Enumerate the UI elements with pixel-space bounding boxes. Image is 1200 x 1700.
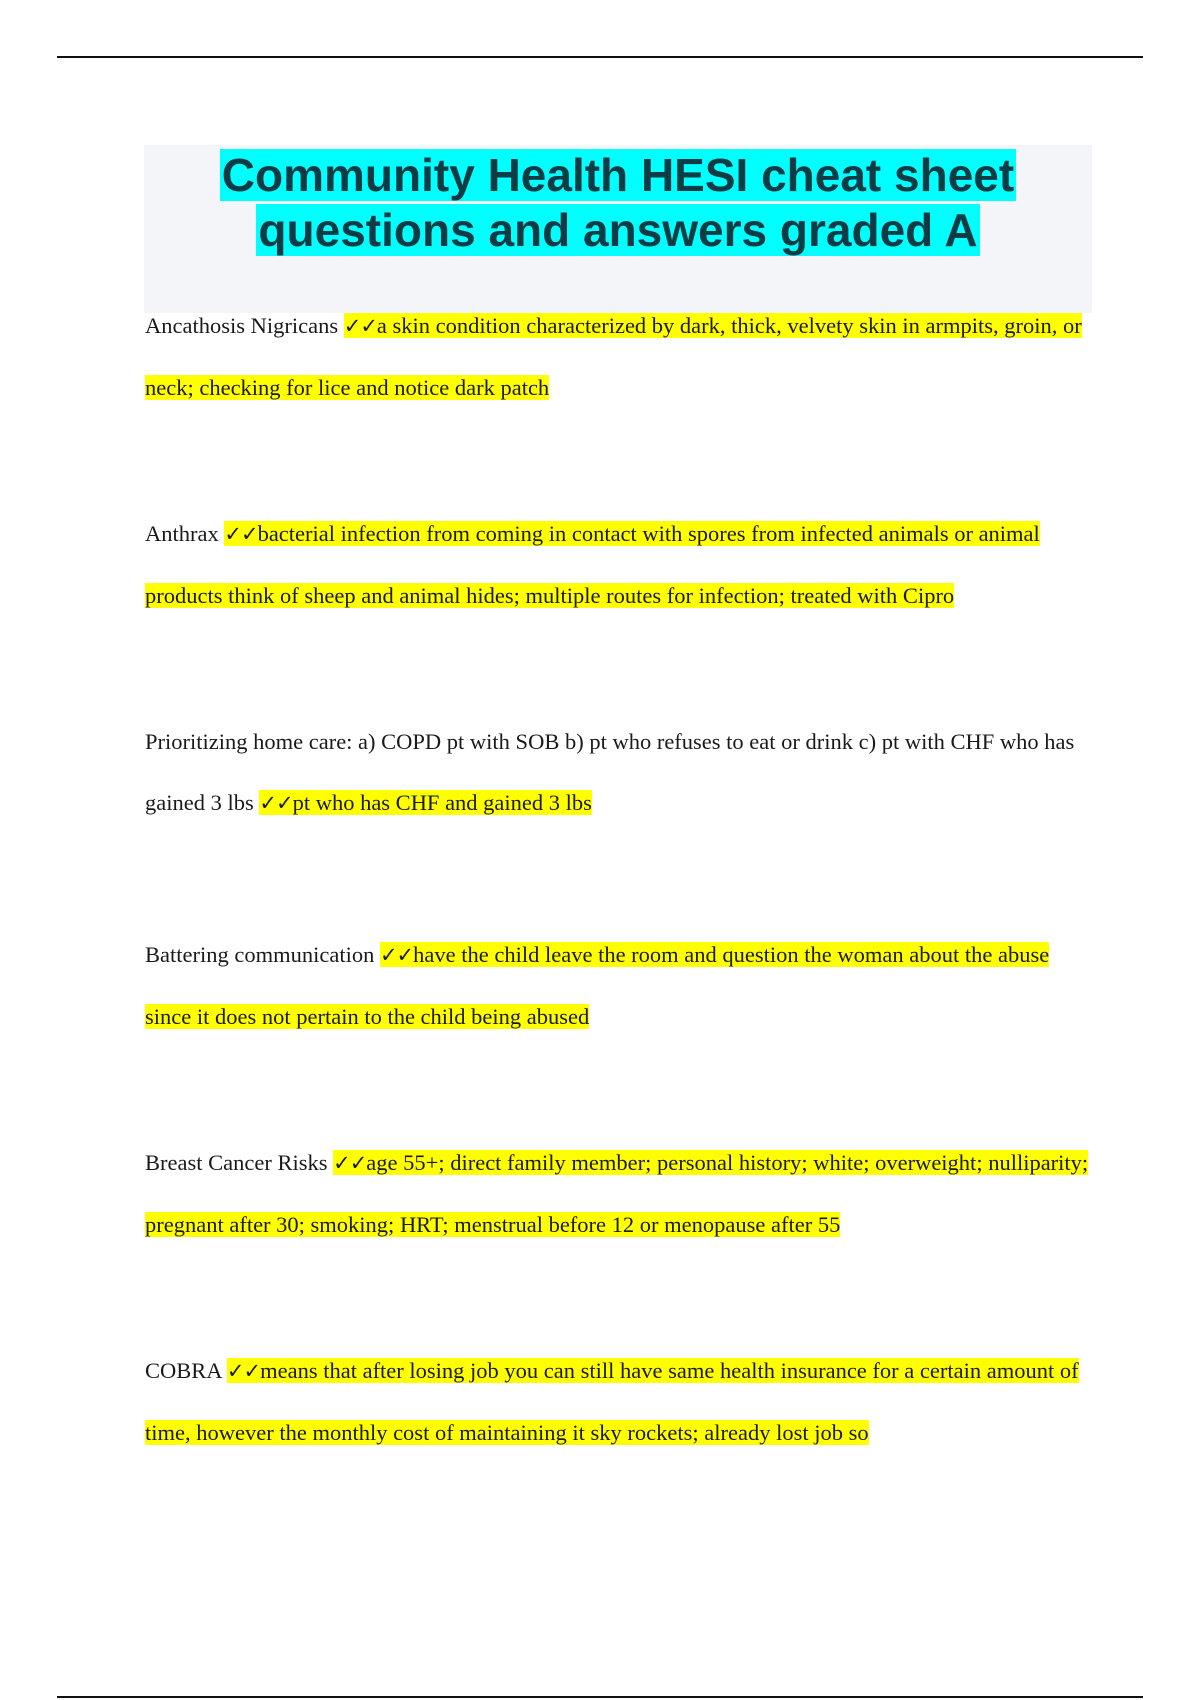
qa-entry [145, 503, 1095, 626]
entry-answer-text: means that after losing job you can still have same health insurance for a certain amount of time, however the monthly cost of maintaining it sky rockets; already lost job so [145, 1358, 1079, 1445]
qa-entry [145, 711, 1095, 834]
title-line-1: Community Health HESI cheat sheet [221, 149, 1015, 201]
qa-entry [145, 295, 1095, 418]
bottom-rule [57, 1696, 1143, 1698]
entry-answer-text: age 55+; direct family member; personal history; white; overweight; nulliparity; pregnant after 30; smoking; HRT; menstrual before 12 or menopause after 55 [145, 1150, 1089, 1237]
qa-entry [145, 1340, 1095, 1463]
qa-entry [145, 924, 1095, 1047]
qa-entry [145, 1132, 1095, 1255]
top-rule [57, 56, 1143, 58]
check-icon: ✓✓ [259, 791, 293, 815]
document-title [144, 145, 1092, 313]
entry-answer [259, 790, 592, 815]
entry-term: Anthrax [145, 521, 225, 546]
entry-term: Ancathosis Nigricans [145, 313, 344, 338]
title-line-2: questions and answers graded A [258, 204, 978, 256]
entry-term: Battering communication [145, 942, 380, 967]
entry-term: Breast Cancer Risks [145, 1150, 334, 1175]
entry-answer-text: a skin condition characterized by dark, thick, velvety skin in armpits, groin, or neck; checking for lice and notice dark patch [145, 313, 1082, 400]
entry-answer-text: bacterial infection from coming in contact with spores from infected animals or animal products think of sheep and animal hides; multiple routes for infection; treated with Cipro [145, 521, 1040, 608]
entry-term: COBRA [145, 1358, 227, 1383]
check-icon: ✓✓ [343, 314, 377, 338]
entry-answer-text: have the child leave the room and question the woman about the abuse since it does not pertain to the child being abused [145, 942, 1050, 1029]
check-icon: ✓✓ [226, 1359, 261, 1383]
check-icon: ✓✓ [379, 943, 414, 967]
entry-term: Prioritizing home care: a) COPD pt with SOB b) pt who refuses to eat or drink c) pt with CHF who has gained 3 lbs [145, 729, 1075, 815]
check-icon: ✓✓ [333, 1151, 367, 1175]
entry-answer [145, 521, 1040, 608]
check-icon: ✓✓ [224, 522, 258, 546]
entry-answer-text: pt who has CHF and gained 3 lbs [292, 790, 592, 815]
entry-answer [145, 1358, 1079, 1445]
